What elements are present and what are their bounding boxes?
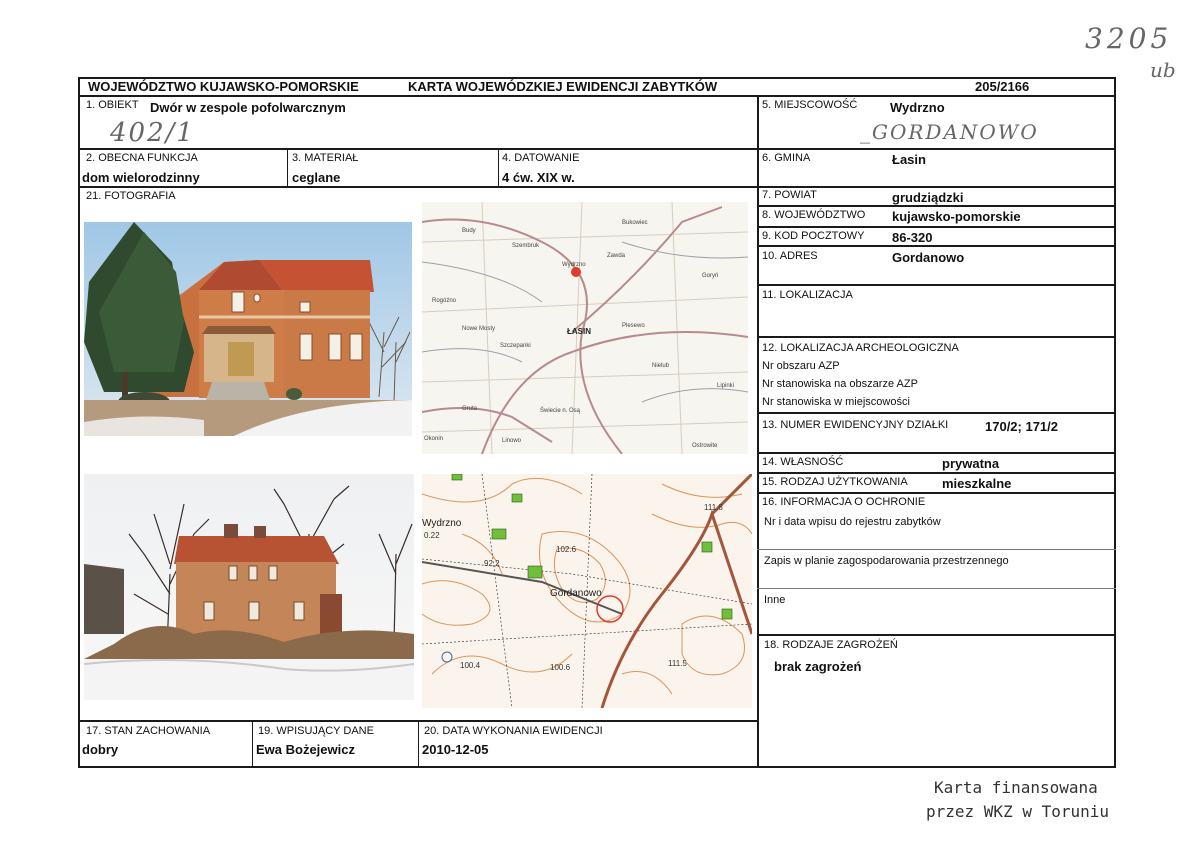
data-label: 20. DATA WYKONANIA EWIDENCJI bbox=[424, 725, 603, 737]
wojewodztwo-value: kujawsko-pomorskie bbox=[892, 209, 1021, 224]
row2-bottom bbox=[78, 186, 759, 188]
frame-left bbox=[78, 77, 80, 768]
dzialka-value: 170/2; 171/2 bbox=[985, 419, 1059, 434]
map1-label: Nowe Mosty bbox=[462, 326, 496, 332]
frame-mid-vertical bbox=[757, 95, 759, 768]
bottom-row-div2 bbox=[418, 720, 419, 767]
map2-label: 111.5 bbox=[668, 659, 687, 668]
powiat-label: 7. POWIAT bbox=[762, 189, 817, 201]
map1-label: Goryń bbox=[702, 273, 719, 279]
map-topographic bbox=[422, 474, 752, 708]
r-line-3 bbox=[757, 205, 1116, 207]
wpisujacy-label: 19. WPISUJĄCY DANE bbox=[258, 725, 374, 737]
map2-label: 111.8 bbox=[704, 503, 723, 512]
r-line-14 bbox=[757, 634, 1116, 636]
row2-div2 bbox=[498, 148, 499, 186]
map1-label: Linowo bbox=[502, 438, 522, 444]
map1-label: Budy bbox=[462, 228, 476, 234]
uzytkowanie-label: 15. RODZAJ UŻYTKOWANIA bbox=[762, 476, 908, 488]
fotografia-label: 21. FOTOGRAFIA bbox=[86, 190, 176, 202]
arch-line1: Nr obszaru AZP bbox=[762, 360, 840, 372]
map2-label: 92.2 bbox=[484, 559, 500, 568]
material-value: ceglane bbox=[292, 170, 341, 185]
card-title: KARTA WOJEWÓDZKIEJ EWIDENCJI ZABYTKÓW bbox=[408, 79, 718, 94]
row1-bottom bbox=[78, 148, 759, 150]
handwritten-number: 3205 bbox=[1085, 22, 1173, 55]
wpisujacy-value: Ewa Bożejewicz bbox=[256, 742, 355, 757]
stan-label: 17. STAN ZACHOWANIA bbox=[86, 725, 211, 737]
map1-label: Szembruk bbox=[512, 243, 540, 249]
uzytkowanie-value: mieszkalne bbox=[942, 476, 1012, 491]
map2-label: 100.4 bbox=[460, 661, 481, 670]
r-line-13 bbox=[757, 588, 1116, 589]
miejscowosc-value: Wydrzno bbox=[890, 100, 945, 115]
map1-label: Nielub bbox=[652, 363, 670, 369]
map1-label: Gruta bbox=[462, 406, 478, 412]
r-line-4 bbox=[757, 226, 1116, 228]
arch-line2: Nr stanowiska na obszarze AZP bbox=[762, 378, 918, 390]
r-line-7 bbox=[757, 336, 1116, 338]
material-label: 3. MATERIAŁ bbox=[292, 152, 359, 164]
ochrona-line1: Nr i data wpisu do rejestru zabytków bbox=[764, 516, 941, 528]
miejscowosc-label: 5. MIEJSCOWOŚĆ bbox=[762, 99, 858, 111]
gmina-value: Łasin bbox=[892, 152, 926, 167]
map1-label: Szczepanki bbox=[500, 343, 531, 349]
dzialka-label: 13. NUMER EWIDENCYJNY DZIAŁKI bbox=[762, 419, 949, 431]
map1-label: Lipinki bbox=[717, 383, 735, 389]
map1-label: Okonin bbox=[424, 436, 444, 442]
adres-label: 10. ADRES bbox=[762, 250, 818, 262]
r-line-2 bbox=[757, 186, 1116, 188]
photo-manor-front bbox=[84, 222, 412, 436]
frame-right bbox=[1114, 77, 1116, 768]
r-line-6 bbox=[757, 284, 1116, 286]
map1-label: Świecie n. Osą bbox=[540, 408, 581, 414]
ochrona-line3: Inne bbox=[764, 594, 786, 606]
map1-town: ŁASIN bbox=[567, 327, 591, 336]
wlasnosc-value: prywatna bbox=[942, 456, 1000, 471]
gmina-label: 6. GMINA bbox=[762, 152, 811, 164]
frame-header-bottom bbox=[78, 95, 1116, 97]
frame-bottom bbox=[78, 766, 1116, 768]
data-value: 2010-12-05 bbox=[422, 742, 489, 757]
map1-label: Bukowiec bbox=[622, 220, 648, 226]
lokalizacja-label: 11. LOKALIZACJA bbox=[762, 289, 853, 301]
map1-label: Wydrzno bbox=[562, 262, 586, 268]
map2-label: Wydrzno bbox=[422, 518, 462, 529]
ochrona-line2: Zapis w planie zagospodarowania przestrzennego bbox=[764, 555, 1009, 567]
handwritten-sub: ub bbox=[1150, 58, 1176, 82]
r-line-8 bbox=[757, 412, 1116, 414]
obiekt-value: Dwór w zespole pofolwarcznym bbox=[150, 100, 346, 115]
obiekt-label: 1. OBIEKT bbox=[86, 99, 139, 111]
map1-label: Rogóźno bbox=[432, 298, 457, 304]
ochrona-label: 16. INFORMACJA O OCHRONIE bbox=[762, 496, 926, 508]
handwritten-object-number: 402/1 bbox=[110, 118, 195, 148]
datowanie-value: 4 ćw. XIX w. bbox=[502, 170, 575, 185]
arch-line3: Nr stanowiska w miejscowości bbox=[762, 396, 910, 408]
row2-div1 bbox=[287, 148, 288, 186]
voivodeship-title: WOJEWÓDZTWO KUJAWSKO-POMORSKIE bbox=[88, 79, 359, 94]
r-line-11 bbox=[757, 492, 1116, 494]
powiat-value: grudziądzki bbox=[892, 190, 964, 205]
funkcja-value: dom wielorodzinny bbox=[82, 170, 200, 185]
photo-manor-winter bbox=[84, 474, 414, 700]
handwritten-locality-text: GORDANOWO bbox=[872, 120, 1039, 144]
card-number: 205/2166 bbox=[975, 79, 1030, 94]
wlasnosc-label: 14. WŁASNOŚĆ bbox=[762, 456, 844, 468]
funding-stamp-line2: przez WKZ w Toruniu bbox=[926, 802, 1110, 821]
zagrozenia-label: 18. RODZAJE ZAGROŻEŃ bbox=[764, 639, 898, 651]
map2-label: 102.6 bbox=[556, 545, 577, 554]
funding-stamp-line1: Karta finansowana bbox=[934, 778, 1098, 797]
funkcja-label: 2. OBECNA FUNKCJA bbox=[86, 152, 198, 164]
bottom-row-div1 bbox=[252, 720, 253, 767]
r-line-1 bbox=[757, 148, 1116, 150]
datowanie-label: 4. DATOWANIE bbox=[502, 152, 580, 164]
r-line-10 bbox=[757, 472, 1116, 474]
adres-value: Gordanowo bbox=[892, 250, 965, 265]
map1-label: Plesewo bbox=[622, 323, 645, 329]
r-line-5 bbox=[757, 245, 1116, 247]
map2-label: Gordanowo bbox=[550, 588, 602, 599]
map1-label: Ostrowite bbox=[692, 443, 718, 449]
kod-value: 86-320 bbox=[892, 230, 933, 245]
map-region bbox=[422, 202, 748, 454]
stan-value: dobry bbox=[82, 742, 119, 757]
wojewodztwo-label: 8. WOJEWÓDZTWO bbox=[762, 209, 866, 221]
zagrozenia-value: brak zagrożeń bbox=[774, 659, 862, 674]
map2-label: 100.6 bbox=[550, 663, 571, 672]
r-line-12 bbox=[757, 549, 1116, 550]
kod-label: 9. KOD POCZTOWY bbox=[762, 230, 865, 242]
handwritten-locality: _GORDANOWO bbox=[860, 120, 1039, 144]
map2-label: 0.22 bbox=[424, 531, 440, 540]
arch-label: 12. LOKALIZACJA ARCHEOLOGICZNA bbox=[762, 342, 959, 354]
r-line-9 bbox=[757, 452, 1116, 454]
map1-label: Zawda bbox=[607, 253, 626, 259]
